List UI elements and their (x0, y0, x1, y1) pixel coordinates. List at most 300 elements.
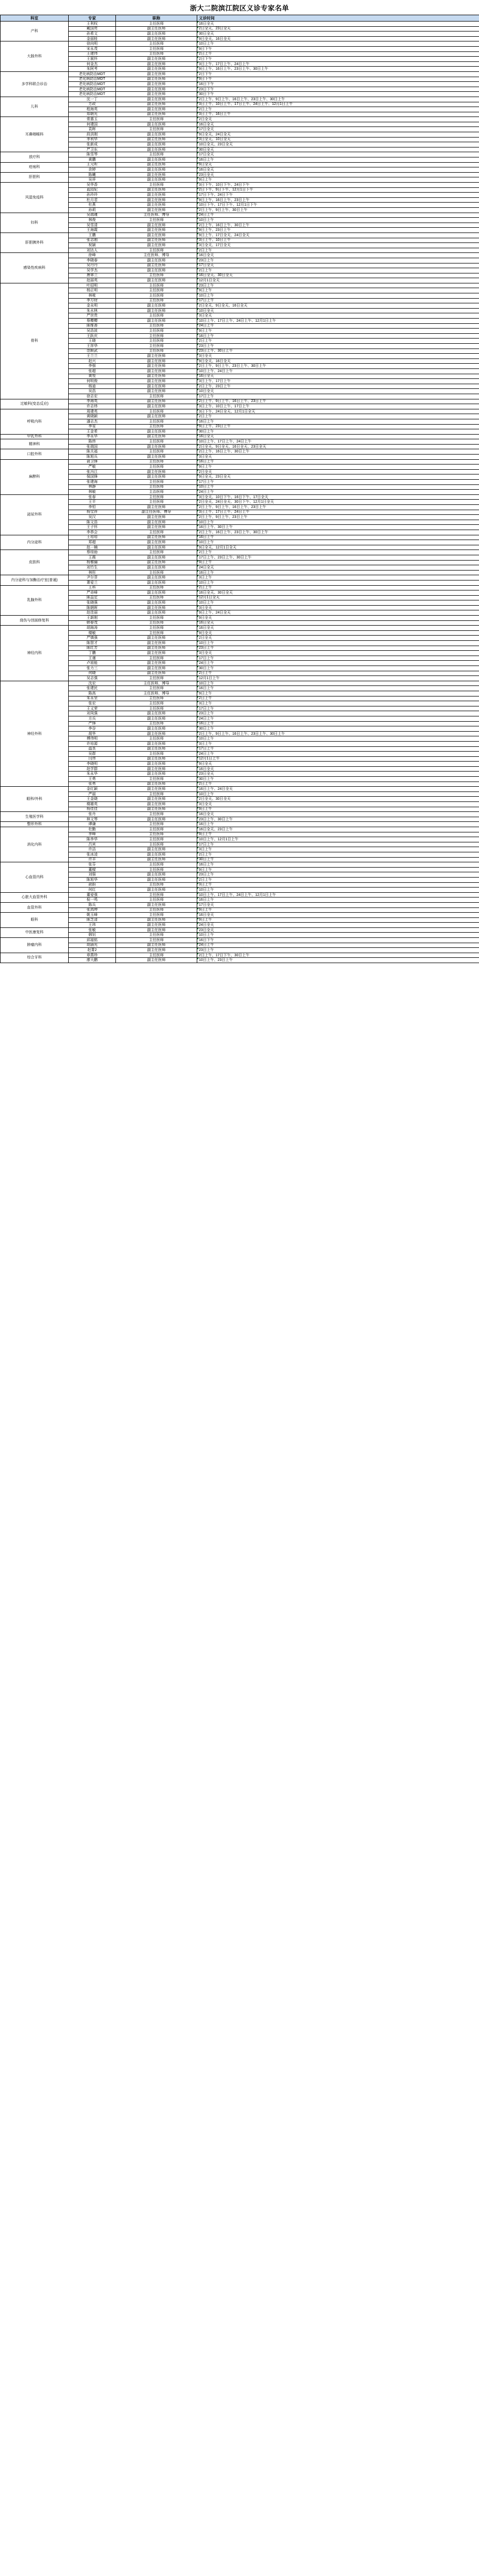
table-row (1, 107, 479, 112)
schedule-time-cell: 23日下午 (197, 87, 479, 92)
table-row (1, 253, 479, 258)
schedule-time-cell: 2日全天、24日全天、30日下午、12月1日全天 (197, 500, 479, 505)
schedule-time-cell: 17日下午、24日下午 (197, 193, 479, 198)
rank-cell: 主任医师 (116, 424, 197, 429)
table-row (1, 132, 479, 138)
rank-cell: 副主任医师 (116, 917, 197, 923)
table-row (1, 948, 479, 953)
expert-name-cell: 林秾 (69, 293, 116, 299)
table-row (1, 298, 479, 303)
rank-cell: 副主任医师 (116, 610, 197, 616)
table-row (1, 656, 479, 661)
schedule-time-cell: 2日全天、9日全天、16日全天 (197, 303, 479, 309)
expert-name-cell: 王义荣 (69, 706, 116, 711)
schedule-time-cell: 30日上午 (197, 666, 479, 671)
rank-cell: 主任医师 (116, 298, 197, 303)
expert-name-cell: 黄悦 (69, 374, 116, 379)
schedule-time-cell: 10日上午 (197, 600, 479, 606)
rank-cell: 主任医师 (116, 530, 197, 535)
rank-cell: 副主任医师 (116, 505, 197, 510)
table-row (1, 817, 479, 822)
expert-name-cell: 严世贵 (69, 313, 116, 319)
expert-name-cell: 周建英 (69, 409, 116, 414)
table-row (1, 97, 479, 102)
table-row (1, 600, 479, 606)
rank-cell: 副主任医师 (116, 102, 197, 107)
expert-name-cell: 程海英 (69, 107, 116, 112)
rank-cell: 副主任医师 (116, 923, 197, 928)
rank-cell: 副主任医师 (116, 787, 197, 792)
department-cell: 感染性疾病科 (1, 253, 69, 283)
table-row (1, 520, 479, 525)
table-row (1, 913, 479, 918)
table-row (1, 953, 479, 958)
rank-cell: 副主任医师 (116, 474, 197, 480)
expert-name-cell: 陈朝晖 (69, 605, 116, 610)
table-row (1, 434, 479, 439)
schedule-time-cell: 10日上午、17日上午、24日上午、12月1日上午 (197, 892, 479, 898)
schedule-time-cell: 9日上午、23日上午 (197, 424, 479, 429)
schedule-time-cell: 2日上午、17日下午、30日上午 (197, 953, 479, 958)
table-row (1, 449, 479, 455)
table-row (1, 671, 479, 676)
table-row (1, 847, 479, 852)
expert-name-cell: 胡海涛 (69, 626, 116, 631)
table-row (1, 958, 479, 963)
schedule-time-cell: 2日上午、9日上午、16日上午、23日上午、30日上午 (197, 731, 479, 736)
expert-name-cell: 张芬 (69, 862, 116, 868)
table-row (1, 782, 479, 787)
table-row (1, 480, 479, 485)
table-row (1, 67, 479, 72)
department-cell: 肿瘤内科 (1, 938, 69, 953)
table-row (1, 907, 479, 913)
rank-cell: 副主任医师 (116, 872, 197, 878)
schedule-time-cell: 10日上午 (197, 888, 479, 893)
expert-name-cell: 王平 (69, 500, 116, 505)
rank-cell: 主任医师 (116, 464, 197, 470)
expert-name-cell: 王科 (69, 585, 116, 590)
department-cell: 心血管内科 (1, 862, 69, 893)
schedule-time-cell: 12月1日全天 (197, 595, 479, 600)
expert-name-cell: 张超 (69, 368, 116, 374)
schedule-time-cell: 16日上午 (197, 862, 479, 868)
rank-cell: 副主任医师 (116, 711, 197, 716)
rank-cell: 主任医师 (116, 656, 197, 661)
expert-name-cell: 杜勤 (69, 827, 116, 832)
rank-cell: 副主任医师 (116, 92, 197, 97)
table-row (1, 31, 479, 37)
schedule-time-cell: 24日上午 (197, 943, 479, 948)
expert-name-cell: 朱阿考 (69, 67, 116, 72)
expert-name-cell: 李晓明 (69, 762, 116, 767)
table-row (1, 641, 479, 646)
table-row (1, 147, 479, 152)
table-row (1, 490, 479, 495)
table-row (1, 152, 479, 157)
table-row (1, 772, 479, 777)
expert-name-cell: 唐翠兰 (69, 273, 116, 278)
rank-cell: 副主任医师 (116, 605, 197, 610)
table-row (1, 766, 479, 772)
rank-cell: 副主任医师 (116, 107, 197, 112)
rank-cell: 主任医师 (116, 676, 197, 681)
expert-name-cell: 林彤 (69, 570, 116, 575)
rank-cell: 主任医师 (116, 394, 197, 399)
table-row (1, 26, 479, 31)
schedule-time-cell: 10日上午 (197, 41, 479, 47)
rank-cell: 主任医师 (116, 933, 197, 938)
table-row (1, 167, 479, 173)
expert-name-cell: 王谨 (69, 656, 116, 661)
expert-name-cell: 温良 (69, 746, 116, 752)
table-row (1, 711, 479, 716)
schedule-time-cell: 9日上午 (197, 329, 479, 334)
schedule-time-cell: 10日上午、12月1日上午 (197, 837, 479, 842)
table-row (1, 414, 479, 419)
schedule-time-cell: 2日上午 (197, 339, 479, 344)
rank-cell: 主任医师 (116, 183, 197, 188)
rank-cell: 副主任医师 (116, 847, 197, 852)
rank-cell: 副主任医师 (116, 399, 197, 404)
table-row (1, 82, 479, 87)
schedule-time-cell: 3日上午、17日上午、24日上午 (197, 61, 479, 67)
expert-name-cell: 章燕珍 (69, 953, 116, 958)
department-cell: 皮肤科 (1, 550, 69, 575)
expert-name-cell: 严慎强 (69, 636, 116, 641)
expert-name-cell: 赵一楠 (69, 545, 116, 550)
expert-name-cell: 保国锋 (69, 474, 116, 480)
expert-name-cell: 金永明 (69, 303, 116, 309)
schedule-time-cell: 2日上午、9日上午、16日上午、23日上午 (197, 399, 479, 404)
schedule-time-cell: 9日全天 (197, 762, 479, 767)
table-row (1, 333, 479, 339)
column-header-rank: 职称 (116, 15, 197, 22)
table-row (1, 822, 479, 827)
expert-name-cell: 孙莉 (69, 207, 116, 213)
table-row (1, 494, 479, 500)
table-row (1, 560, 479, 565)
rank-cell: 副主任医师 (116, 197, 197, 203)
table-row (1, 243, 479, 248)
rank-cell: 副主任医师 (116, 772, 197, 777)
expert-name-cell: 段洪刚 (69, 132, 116, 138)
rank-cell: 副主任医师 (116, 434, 197, 439)
expert-name-cell: 严敏 (69, 464, 116, 470)
rank-cell: 主治医师 (116, 490, 197, 495)
table-row (1, 127, 479, 132)
rank-cell: 副主任医师 (116, 651, 197, 656)
rank-cell: 副主任医师 (116, 364, 197, 369)
table-row (1, 797, 479, 802)
schedule-time-cell: 16日全天 (197, 374, 479, 379)
table-row (1, 207, 479, 213)
department-cell: 妇科 (1, 213, 69, 233)
table-row (1, 535, 479, 540)
rank-cell: 副主任医师 (116, 71, 197, 77)
table-row (1, 731, 479, 736)
expert-name-cell: 徐志宏 (69, 394, 116, 399)
rank-cell: 副主任医师 (116, 31, 197, 37)
table-row (1, 213, 479, 218)
table-row (1, 203, 479, 208)
schedule-time-cell: 16日全天 (197, 122, 479, 127)
schedule-time-cell: 2日上午 (197, 51, 479, 57)
rank-cell: 主任医师 (116, 288, 197, 293)
department-cell: 风湿免疫科 (1, 183, 69, 213)
table-row (1, 424, 479, 429)
schedule-time-cell: 24日上午 (197, 490, 479, 495)
table-row (1, 802, 479, 807)
table-row (1, 444, 479, 449)
expert-name-cell: 张宏 (69, 701, 116, 706)
rank-cell: 主任医师、博导 (116, 691, 197, 696)
table-row (1, 313, 479, 319)
rank-cell: 副主任医师 (116, 726, 197, 732)
rank-cell: 副主任医师 (116, 766, 197, 772)
rank-cell: 副主任医师 (116, 379, 197, 384)
expert-name-cell: 胡涵光 (69, 943, 116, 948)
department-cell: 过敏科(变态反应) (1, 399, 69, 409)
table-row (1, 530, 479, 535)
schedule-time-cell: 16日上午 (197, 898, 479, 903)
expert-name-cell: 杨雅骊 (69, 560, 116, 565)
table-row (1, 706, 479, 711)
table-row (1, 686, 479, 691)
table-row (1, 741, 479, 746)
expert-name-cell: 万政 (69, 102, 116, 107)
rank-cell: 主任医师 (116, 293, 197, 299)
table-row (1, 187, 479, 193)
rank-cell: 主任医师 (116, 595, 197, 600)
rank-cell: 副主任医师 (116, 384, 197, 389)
expert-name-cell: 王新刚 (69, 616, 116, 621)
expert-name-cell: 陈红芳 (69, 646, 116, 651)
table-row (1, 399, 479, 404)
rank-cell: 副主任医师 (116, 756, 197, 762)
table-row (1, 51, 479, 57)
expert-name-cell: 季峰 (69, 832, 116, 837)
rank-cell: 副主任医师 (116, 203, 197, 208)
rank-cell: 主任医师 (116, 459, 197, 464)
rank-cell: 主任医师 (116, 218, 197, 223)
schedule-time-cell: 9日上午、16日上午、23日上午、30日上午 (197, 67, 479, 72)
expert-name-cell: 吴群 (69, 752, 116, 757)
schedule-time-cell: 10日上午 (197, 580, 479, 585)
rank-cell: 主任医师 (116, 344, 197, 349)
schedule-time-cell: 2日上午、9日上午、16日上午、23日上午、30日上午 (197, 97, 479, 102)
rank-cell: 主任医师 (116, 46, 197, 51)
expert-name-cell: 朱永华 (69, 772, 116, 777)
schedule-time-cell: 17日全天 (197, 152, 479, 157)
table-row (1, 162, 479, 167)
expert-name-cell: 萧爱兰 (69, 580, 116, 585)
expert-name-cell: 王建伟 (69, 51, 116, 57)
department-cell: 骨科 (1, 283, 69, 399)
expert-name-cell: 蔡樱樱 (69, 319, 116, 324)
table-row (1, 223, 479, 228)
rank-cell: 副主任医师 (116, 535, 197, 540)
rank-cell: 主任医师 (116, 938, 197, 943)
rank-cell: 副主任医师 (116, 455, 197, 460)
expert-name-cell: 陈炜 (69, 439, 116, 445)
schedule-time-cell: 10日上午 (197, 791, 479, 797)
schedule-time-cell: 30日全天 (197, 147, 479, 152)
table-row (1, 862, 479, 868)
expert-name-cell: 老化病防治MDT (69, 87, 116, 92)
expert-name-cell: 张春 (69, 494, 116, 500)
schedule-time-cell: 23日全天 (197, 927, 479, 933)
schedule-time-cell: 2日上午 (197, 782, 479, 787)
schedule-time-cell: 2日上午 (197, 107, 479, 112)
table-row (1, 474, 479, 480)
schedule-time-cell: 10日上午 (197, 520, 479, 525)
schedule-time-cell: 16日上午 (197, 721, 479, 726)
expert-name-cell: 潘志杰 (69, 419, 116, 424)
table-row (1, 339, 479, 344)
schedule-time-cell: 9日上午 (197, 867, 479, 872)
rank-cell: 副主任医师 (116, 82, 197, 87)
schedule-time-cell: 9日上午 (197, 917, 479, 923)
schedule-time-cell: 9日上午 (197, 288, 479, 293)
rank-cell: 副主任医师 (116, 67, 197, 72)
schedule-time-cell: 9日上午 (197, 177, 479, 183)
table-row (1, 41, 479, 47)
schedule-time-cell: 16日全天 (197, 626, 479, 631)
expert-name-cell: 傅伟明 (69, 736, 116, 742)
expert-name-cell: 沈一丁 (69, 97, 116, 102)
schedule-time-cell: 3日全天、17日全天 (197, 243, 479, 248)
rank-cell: 副主任医师 (116, 716, 197, 721)
table-row (1, 927, 479, 933)
table-row (1, 308, 479, 313)
expert-name-cell: 吴瑞瑾 (69, 213, 116, 218)
rank-cell: 副主任医师 (116, 731, 197, 736)
rank-cell: 副主任医师 (116, 228, 197, 233)
department-cell: 甲乳外科 (1, 434, 69, 439)
rank-cell: 副主任医师 (116, 802, 197, 807)
expert-name-cell: 杨佳佳 (69, 807, 116, 812)
expert-name-cell: 许丰 (69, 857, 116, 862)
rank-cell: 副主任医师 (116, 142, 197, 147)
table-row (1, 651, 479, 656)
rank-cell: 主任医师、博导 (116, 681, 197, 686)
schedule-time-cell: 12月1日上午 (197, 676, 479, 681)
rank-cell: 副主任医师 (116, 132, 197, 138)
rank-cell: 副主任医师 (116, 565, 197, 571)
rank-cell: 副主任医师 (116, 555, 197, 560)
table-row (1, 505, 479, 510)
table-row (1, 459, 479, 464)
schedule-time-cell: 9日上午 (197, 832, 479, 837)
expert-name-cell: 张鸿坤 (69, 907, 116, 913)
schedule-time-cell: 3日上午 (197, 847, 479, 852)
schedule-time-cell: 9日上午、16日上午、23日上午 (197, 197, 479, 203)
schedule-time-cell: 16日全天、30日全天 (197, 273, 479, 278)
department-cell: 儿科 (1, 97, 69, 117)
rank-cell: 副主任医师 (116, 233, 197, 238)
schedule-time-cell: 24日上午 (197, 213, 479, 218)
rank-cell: 主任医师 (116, 630, 197, 636)
table-row (1, 636, 479, 641)
table-row (1, 77, 479, 82)
expert-name-cell: 廖大鹏 (69, 958, 116, 963)
rank-cell: 副主任医师 (116, 746, 197, 752)
table-row (1, 756, 479, 762)
expert-name-cell: 陈兵 (69, 902, 116, 907)
expert-name-cell: 严奇峰 (69, 590, 116, 596)
schedule-time-cell: 16日全天 (197, 766, 479, 772)
schedule-time-cell: 3日上午 (197, 741, 479, 746)
expert-name-cell: 李永华 (69, 434, 116, 439)
rank-cell: 主任医师 (116, 822, 197, 827)
schedule-time-cell: 16日上午 (197, 686, 479, 691)
rank-cell: 副主任医师 (116, 187, 197, 193)
schedule-time-cell: 3日全天 (197, 605, 479, 610)
rank-cell: 主任医师、博导 (116, 253, 197, 258)
expert-name-cell: 胡华 (69, 731, 116, 736)
schedule-time-cell: 3日下午、10日下午、24日下午 (197, 183, 479, 188)
expert-name-cell: 刘达人 (69, 248, 116, 253)
rank-cell: 副主任医师 (116, 389, 197, 394)
expert-name-cell: 林敏 (69, 490, 116, 495)
schedule-time-cell: 3日上午、10日上午、17日上午 (197, 404, 479, 409)
table-row (1, 71, 479, 77)
expert-name-cell: 刘凤强 (69, 711, 116, 716)
expert-name-cell: 张力三 (69, 666, 116, 671)
rank-cell: 副主任医师 (116, 258, 197, 263)
rank-cell: 主任医师 (116, 323, 197, 329)
expert-name-cell: 王祥华 (69, 344, 116, 349)
schedule-time-cell: 17日全天 (197, 127, 479, 132)
schedule-time-cell: 23日上午 (197, 258, 479, 263)
schedule-time-cell: 10日上午 (197, 484, 479, 490)
rank-cell: 主任医师 (116, 862, 197, 868)
schedule-time-cell: 24日上午 (197, 752, 479, 757)
table-row (1, 344, 479, 349)
table-row (1, 827, 479, 832)
expert-name-cell: 朱永坚 (69, 696, 116, 701)
schedule-time-cell: 17日上午 (197, 394, 479, 399)
schedule-time-cell: 3日上午、17日上午、24日上午 (197, 510, 479, 515)
rank-cell: 副主任医师 (116, 469, 197, 474)
table-row (1, 777, 479, 782)
rank-cell: 主任医师 (116, 550, 197, 555)
rank-cell: 副主任医师 (116, 590, 197, 596)
rank-cell: 主任医师 (116, 837, 197, 842)
table-row (1, 575, 479, 580)
expert-name-cell: 孙希文 (69, 31, 116, 37)
expert-name-cell: 张建海 (69, 480, 116, 485)
schedule-time-cell: 16日全天 (197, 812, 479, 817)
rank-cell: 主任医师 (116, 812, 197, 817)
table-row (1, 902, 479, 907)
expert-name-cell: 吴浩波 (69, 329, 116, 334)
table-row (1, 92, 479, 97)
expert-name-cell: 孙玲玲 (69, 193, 116, 198)
rank-cell: 主任医师 (116, 409, 197, 414)
expert-name-cell: 董爱强 (69, 892, 116, 898)
department-cell: 泌尿外科 (1, 494, 69, 535)
rank-cell: 主任医师 (116, 620, 197, 626)
table-row (1, 842, 479, 847)
schedule-time-cell: 23日上午、30日上午 (197, 349, 479, 354)
rank-cell: 副主任医师 (116, 948, 197, 953)
expert-name-cell: 王兰兰 (69, 354, 116, 359)
rank-cell: 副主任医师 (116, 278, 197, 283)
expert-name-cell: 邱福铭 (69, 938, 116, 943)
table-row (1, 36, 479, 41)
